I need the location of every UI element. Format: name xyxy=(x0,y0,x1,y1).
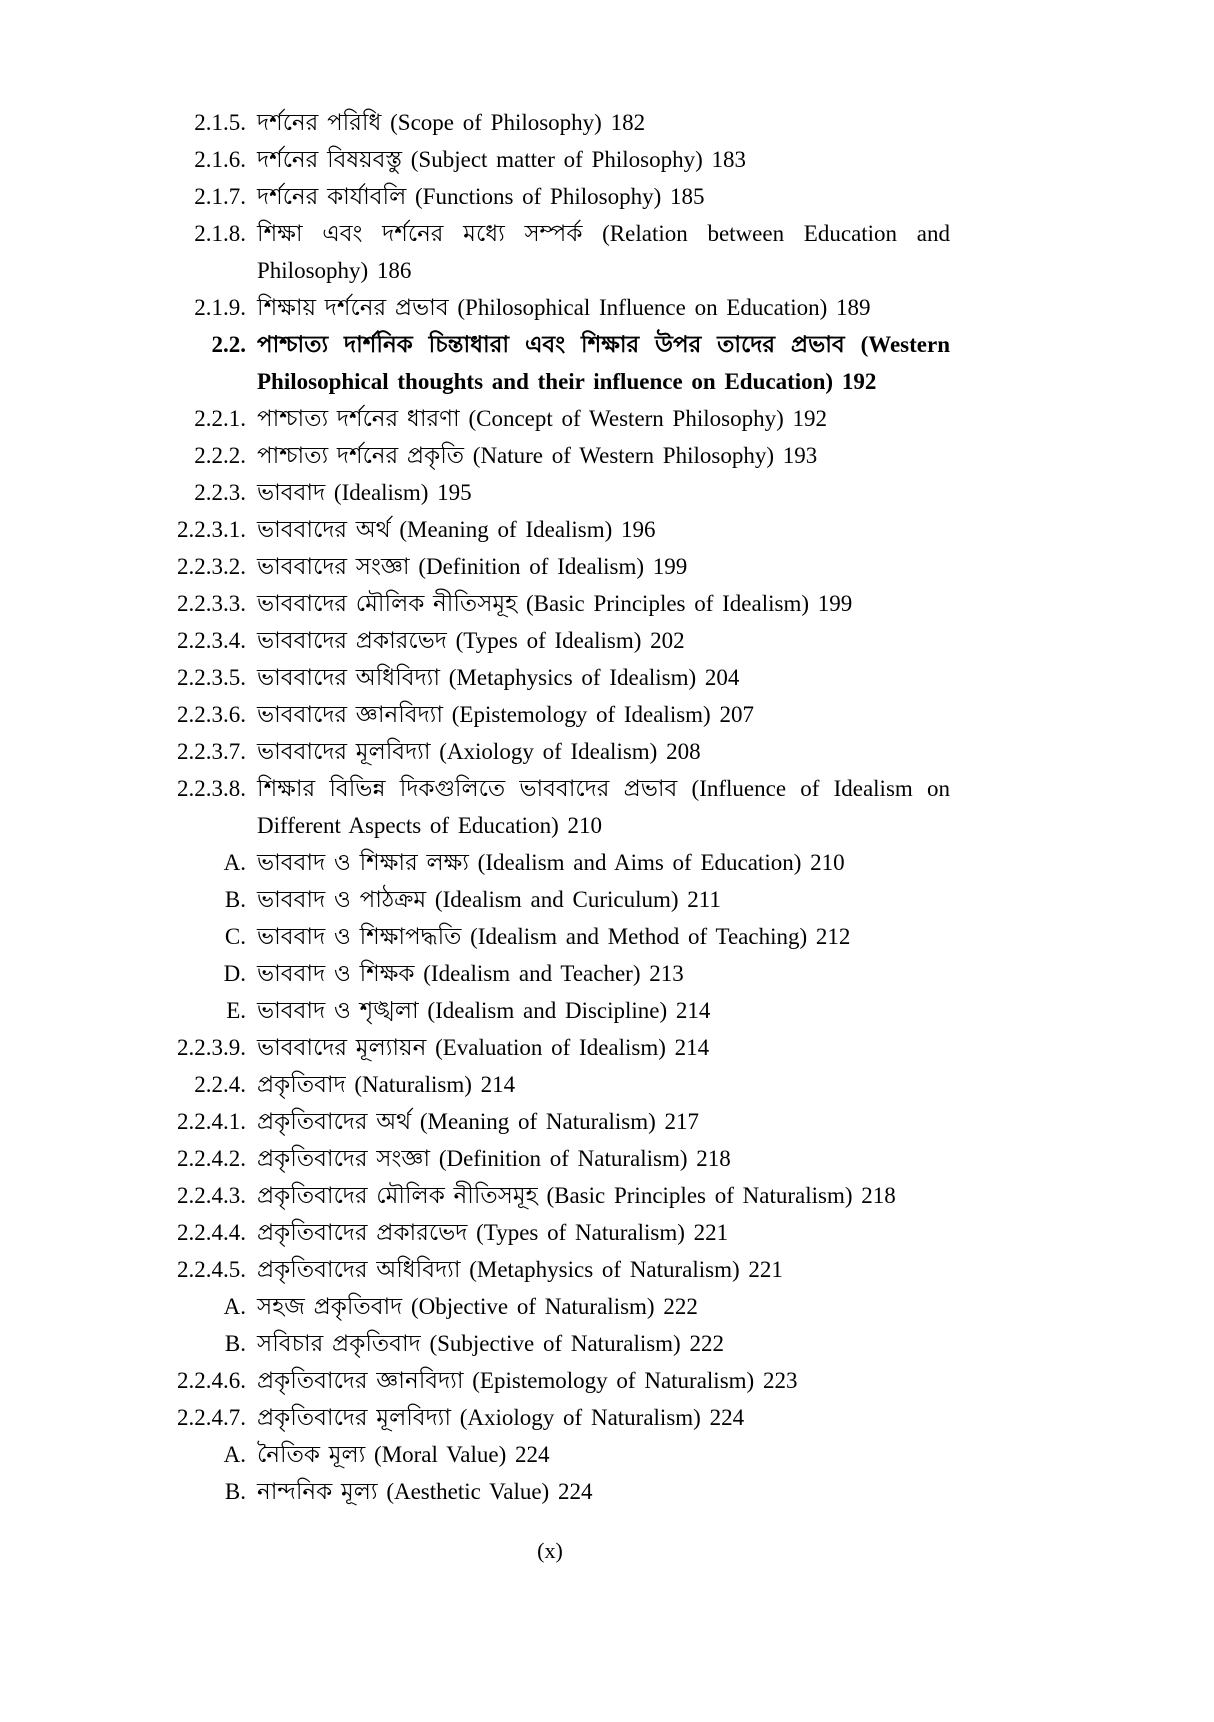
toc-entry xyxy=(150,1362,950,1399)
toc-entry-number: 2.2.4.3. xyxy=(177,1183,246,1208)
toc-entry-number: 2.2.3. xyxy=(194,480,246,505)
toc-entry-number: 2.2.4.1. xyxy=(177,1109,246,1134)
toc-entry xyxy=(150,400,950,437)
toc-entry-number: 2.1.6. xyxy=(194,147,246,172)
toc-entry-text: ভাববাদের মূলবিদ্যা (Axiology of Idealism) 208 xyxy=(257,739,701,764)
toc-entry-text: ভাববাদ ও শিক্ষার লক্ষ্য (Idealism and Aims of Education) 210 xyxy=(257,850,845,875)
toc-entry xyxy=(150,1177,950,1214)
toc-entry-text: প্রকৃতিবাদের প্রকারভেদ (Types of Naturalism) 221 xyxy=(257,1220,729,1245)
toc-entry-text: দর্শনের বিষয়বস্তু (Subject matter of Philosophy) 183 xyxy=(257,147,747,172)
toc-entry-text: প্রকৃতিবাদের সংজ্ঞা (Definition of Naturalism) 218 xyxy=(257,1146,731,1171)
toc-entry-text: দর্শনের পরিধি (Scope of Philosophy) 182 xyxy=(257,110,646,135)
table-of-contents xyxy=(150,104,950,1510)
toc-entry-text: নান্দনিক মূল্য (Aesthetic Value) 224 xyxy=(257,1479,593,1504)
toc-entry-number: 2.2.3.4. xyxy=(177,628,246,653)
toc-entry-text: ভাববাদের প্রকারভেদ (Types of Idealism) 202 xyxy=(257,628,685,653)
toc-entry xyxy=(150,215,950,289)
toc-entry xyxy=(150,548,950,585)
toc-entry-number: B. xyxy=(224,1479,246,1504)
toc-entry-number: C. xyxy=(224,924,246,949)
toc-entry-number: 2.1.5. xyxy=(194,110,246,135)
toc-entry xyxy=(150,770,950,844)
toc-entry-number: B. xyxy=(224,887,246,912)
toc-entry-number: B. xyxy=(224,1331,246,1356)
toc-entry-number: 2.1.9. xyxy=(194,295,246,320)
toc-entry xyxy=(150,955,950,992)
toc-entry-number: A. xyxy=(223,850,246,875)
toc-entry-text: পাশ্চাত্য দর্শনের ধারণা (Concept of Western Philosophy) 192 xyxy=(257,406,827,431)
toc-entry-number: 2.2.4.5. xyxy=(177,1257,246,1282)
toc-entry-text: শিক্ষার বিভিন্ন দিকগুলিতে ভাববাদের প্রভাব (Influence of Idealism on Different Aspects of Education) 210 xyxy=(257,776,950,838)
toc-entry-number: D. xyxy=(223,961,246,986)
toc-entry xyxy=(150,289,950,326)
toc-entry xyxy=(150,659,950,696)
toc-entry-number: 2.2. xyxy=(211,332,246,357)
toc-entry xyxy=(150,1325,950,1362)
toc-entry xyxy=(150,696,950,733)
toc-entry-number: A. xyxy=(223,1294,246,1319)
toc-entry-text: প্রকৃতিবাদের অধিবিদ্যা (Metaphysics of Naturalism) 221 xyxy=(257,1257,783,1282)
toc-entry-number: 2.2.4.4. xyxy=(177,1220,246,1245)
toc-entry-text: সবিচার প্রকৃতিবাদ (Subjective of Naturalism) 222 xyxy=(257,1331,724,1356)
toc-entry-number: 2.2.4.2. xyxy=(177,1146,246,1171)
toc-entry xyxy=(150,1399,950,1436)
toc-entry xyxy=(150,104,950,141)
toc-entry xyxy=(150,585,950,622)
toc-entry-text: প্রকৃতিবাদের জ্ঞানবিদ্যা (Epistemology of Naturalism) 223 xyxy=(257,1368,798,1393)
toc-entry-number: 2.2.3.6. xyxy=(177,702,246,727)
page-number-footer: (x) xyxy=(537,1538,563,1563)
toc-entry-text: ভাববাদের অধিবিদ্যা (Metaphysics of Idealism) 204 xyxy=(257,665,740,690)
toc-entry-text: প্রকৃতিবাদের মৌলিক নীতিসমূহ (Basic Principles of Naturalism) 218 xyxy=(257,1183,896,1208)
toc-entry-text: সহজ প্রকৃতিবাদ (Objective of Naturalism) 222 xyxy=(257,1294,698,1319)
toc-entry-text: প্রকৃতিবাদের মূলবিদ্যা (Axiology of Naturalism) 224 xyxy=(257,1405,745,1430)
toc-entry-number: 2.2.4. xyxy=(194,1072,246,1097)
toc-entry-number: A. xyxy=(223,1442,246,1467)
toc-entry-text: ভাববাদ ও শৃঙ্খলা (Idealism and Discipline) 214 xyxy=(257,998,711,1023)
toc-entry-number: 2.2.3.2. xyxy=(177,554,246,579)
toc-entry xyxy=(150,1140,950,1177)
toc-entry xyxy=(150,1066,950,1103)
toc-entry-text: ভাববাদ ও শিক্ষাপদ্ধতি (Idealism and Method of Teaching) 212 xyxy=(257,924,851,949)
toc-entry-text: শিক্ষায় দর্শনের প্রভাব (Philosophical Influence on Education) 189 xyxy=(257,295,871,320)
toc-entry xyxy=(150,1288,950,1325)
toc-entry xyxy=(150,1029,950,1066)
toc-entry xyxy=(150,918,950,955)
toc-entry xyxy=(150,1214,950,1251)
toc-entry-text: ভাববাদ (Idealism) 195 xyxy=(257,480,472,505)
toc-entry-number: 2.2.3.9. xyxy=(177,1035,246,1060)
toc-entry-text: প্রকৃতিবাদ (Naturalism) 214 xyxy=(257,1072,516,1097)
toc-entry-text: ভাববাদের মূল্যায়ন (Evaluation of Idealism) 214 xyxy=(257,1035,710,1060)
toc-entry xyxy=(150,178,950,215)
toc-entry-number: 2.2.3.5. xyxy=(177,665,246,690)
toc-entry-text: ভাববাদের মৌলিক নীতিসমূহ (Basic Principles of Idealism) 199 xyxy=(257,591,853,616)
toc-entry xyxy=(150,1251,950,1288)
toc-entry xyxy=(150,844,950,881)
toc-entry-text: পাশ্চাত্য দার্শনিক চিন্তাধারা এবং শিক্ষার উপর তাদের প্রভাব (Western Philosophical thoughts and their influence on Education) 192 xyxy=(257,332,950,394)
toc-entry xyxy=(150,511,950,548)
toc-entry-number: 2.1.8. xyxy=(194,221,246,246)
toc-entry xyxy=(150,141,950,178)
toc-entry-text: পাশ্চাত্য দর্শনের প্রকৃতি (Nature of Western Philosophy) 193 xyxy=(257,443,818,468)
toc-entry-number: 2.2.3.8. xyxy=(177,776,246,801)
toc-entry-number: 2.2.4.6. xyxy=(177,1368,246,1393)
toc-entry-number: 2.2.3.3. xyxy=(177,591,246,616)
toc-entry-text: ভাববাদের জ্ঞানবিদ্যা (Epistemology of Idealism) 207 xyxy=(257,702,754,727)
toc-entry xyxy=(150,326,950,400)
toc-entry-number: 2.2.3.7. xyxy=(177,739,246,764)
toc-entry xyxy=(150,733,950,770)
toc-entry-number: 2.2.4.7. xyxy=(177,1405,246,1430)
toc-entry-number: 2.2.2. xyxy=(194,443,246,468)
toc-entry-text: দর্শনের কার্যাবলি (Functions of Philosophy) 185 xyxy=(257,184,705,209)
toc-entry-text: ভাববাদ ও পাঠক্রম (Idealism and Curiculum) 211 xyxy=(257,887,721,912)
toc-entry-text: ভাববাদ ও শিক্ষক (Idealism and Teacher) 213 xyxy=(257,961,684,986)
toc-entry xyxy=(150,881,950,918)
toc-entry-number: 2.2.3.1. xyxy=(177,517,246,542)
toc-entry xyxy=(150,1103,950,1140)
toc-entry xyxy=(150,622,950,659)
toc-entry xyxy=(150,1473,950,1510)
toc-entry-number: 2.1.7. xyxy=(194,184,246,209)
toc-entry xyxy=(150,474,950,511)
toc-entry-text: ভাববাদের সংজ্ঞা (Definition of Idealism) 199 xyxy=(257,554,688,579)
toc-entry-text: শিক্ষা এবং দর্শনের মধ্যে সম্পর্ক (Relation between Education and Philosophy) 186 xyxy=(257,221,950,283)
toc-entry xyxy=(150,992,950,1029)
toc-entry-text: ভাববাদের অর্থ (Meaning of Idealism) 196 xyxy=(257,517,656,542)
toc-entry-number: E. xyxy=(226,998,246,1023)
toc-entry xyxy=(150,437,950,474)
toc-entry xyxy=(150,1436,950,1473)
toc-entry-text: প্রকৃতিবাদের অর্থ (Meaning of Naturalism) 217 xyxy=(257,1109,700,1134)
toc-entry-text: নৈতিক মূল্য (Moral Value) 224 xyxy=(257,1442,550,1467)
toc-entry-number: 2.2.1. xyxy=(194,406,246,431)
